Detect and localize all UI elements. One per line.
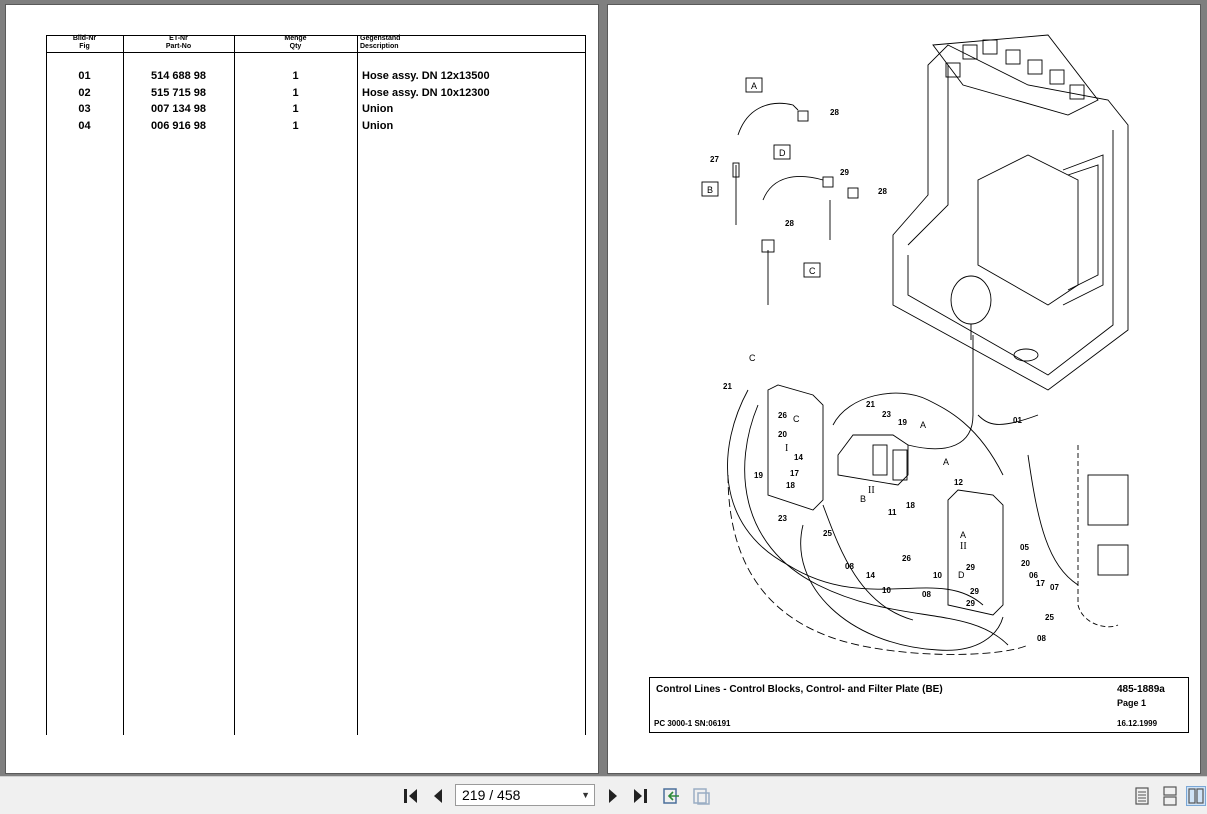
page-number-select[interactable] [455, 784, 595, 806]
callout-label: 07 [1050, 583, 1059, 592]
table-row [46, 101, 586, 117]
callout-label: 28 [785, 219, 794, 228]
cell-fig: 03 [78, 103, 91, 115]
cell-qty: 1 [292, 87, 299, 99]
two-page-view-icon[interactable] [1186, 786, 1206, 806]
callout-label: 23 [778, 514, 787, 523]
callout-label: 25 [1045, 613, 1054, 622]
chevron-down-icon: ▼ [581, 790, 590, 800]
view-letter: C [793, 414, 800, 424]
cell-part-no: 514 688 98 [150, 70, 207, 82]
header-description: Gegenstand Description [360, 35, 401, 50]
viewer-toolbar [0, 776, 1207, 814]
view-letter: D [779, 148, 786, 158]
parts-table [46, 35, 586, 735]
view-letter: A [920, 420, 927, 430]
callout-label: 29 [966, 599, 975, 608]
right-page [607, 4, 1201, 774]
view-letter: C [809, 266, 816, 276]
callout-label: 28 [878, 187, 887, 196]
view-letter: A [960, 530, 967, 540]
view-letter: A [751, 81, 758, 91]
callout-label: 27 [710, 155, 719, 164]
view-letter: C [749, 353, 756, 363]
control-blocks [768, 385, 1003, 615]
callout-label: 17 [1036, 579, 1045, 588]
cell-description: Hose assy. DN 10x12300 [362, 87, 490, 99]
callout-label: 21 [723, 382, 732, 391]
callout-label: 25 [823, 529, 832, 538]
cell-part-no: 006 916 98 [150, 120, 207, 132]
callout-label: 26 [902, 554, 911, 563]
callout-label: 12 [954, 478, 963, 487]
first-page-icon[interactable] [401, 786, 421, 806]
view-letter: B [860, 494, 867, 504]
callout-label: 05 [1020, 543, 1029, 552]
header-part-no: ET-Nr Part-No [165, 35, 192, 50]
cell-description: Hose assy. DN 12x13500 [362, 70, 490, 82]
callout-label: 18 [906, 501, 915, 510]
callout-label: 14 [866, 571, 875, 580]
callout-label: 06 [1029, 571, 1038, 580]
view-letter: A [943, 457, 950, 467]
callout-label: 17 [790, 469, 799, 478]
next-view-icon[interactable] [691, 786, 711, 806]
header-fig: Bild-Nr Fig [72, 35, 97, 50]
cell-description: Union [362, 103, 394, 115]
cell-qty: 1 [292, 70, 299, 82]
callout-label: 20 [778, 430, 787, 439]
cell-fig: 04 [78, 120, 91, 132]
valve-bank [933, 35, 1098, 115]
callout-label: 23 [882, 410, 891, 419]
callout-label: 18 [786, 481, 795, 490]
cell-part-no: 007 134 98 [150, 103, 207, 115]
prev-page-icon[interactable] [428, 786, 448, 806]
header-qty: Menge Qty [284, 35, 307, 50]
callout-label: 29 [970, 587, 979, 596]
callout-label: 10 [882, 586, 891, 595]
cell-fig: 02 [78, 87, 91, 99]
cell-qty: 1 [292, 103, 299, 115]
hoses [727, 335, 1118, 654]
callout-label: 19 [754, 471, 763, 480]
table-row [46, 118, 586, 134]
callout-label: 08 [845, 562, 854, 571]
left-page [5, 4, 599, 774]
callout-label: 20 [1021, 559, 1030, 568]
block-roman-numeral: I [785, 443, 789, 454]
machine-serial: PC 3000-1 SN:06191 [654, 719, 731, 728]
drawing-date: 16.12.1999 [1117, 719, 1158, 728]
drawing-title: Control Lines - Control Blocks, Control- and Filter Plate (BE) [656, 684, 943, 695]
page-indicator: 219 / 458 [462, 787, 521, 803]
cell-description: Union [362, 120, 394, 132]
block-roman-numeral: II [868, 485, 875, 496]
hydraulic-diagram [608, 5, 1200, 673]
table-row [46, 68, 586, 84]
drawing-number: 485-1889a [1117, 684, 1165, 695]
right-valves [1088, 475, 1128, 575]
title-block [649, 677, 1189, 733]
cell-fig: 01 [78, 70, 91, 82]
callout-label: 14 [794, 453, 803, 462]
callout-label: 01 [1013, 416, 1022, 425]
view-letter: D [958, 570, 965, 580]
callout-label: 08 [922, 590, 931, 599]
continuous-view-icon[interactable] [1160, 786, 1180, 806]
callout-label: 10 [933, 571, 942, 580]
callout-label: 08 [1037, 634, 1046, 643]
callout-label: 19 [898, 418, 907, 427]
block-roman-numeral: II [960, 541, 967, 552]
previous-view-icon[interactable] [661, 786, 681, 806]
next-page-icon[interactable] [603, 786, 623, 806]
cell-qty: 1 [292, 120, 299, 132]
callout-label: 21 [866, 400, 875, 409]
view-letter: B [707, 185, 714, 195]
callout-label: 29 [840, 168, 849, 177]
table-row [46, 85, 586, 101]
callout-label: 29 [966, 563, 975, 572]
filter-plate-frame [893, 45, 1128, 390]
last-page-icon[interactable] [630, 786, 650, 806]
callout-label: 11 [888, 508, 897, 517]
cell-part-no: 515 715 98 [150, 87, 207, 99]
callout-label: 28 [830, 108, 839, 117]
callout-label: 26 [778, 411, 787, 420]
single-page-view-icon[interactable] [1132, 786, 1152, 806]
drawing-page: Page 1 [1117, 698, 1147, 708]
